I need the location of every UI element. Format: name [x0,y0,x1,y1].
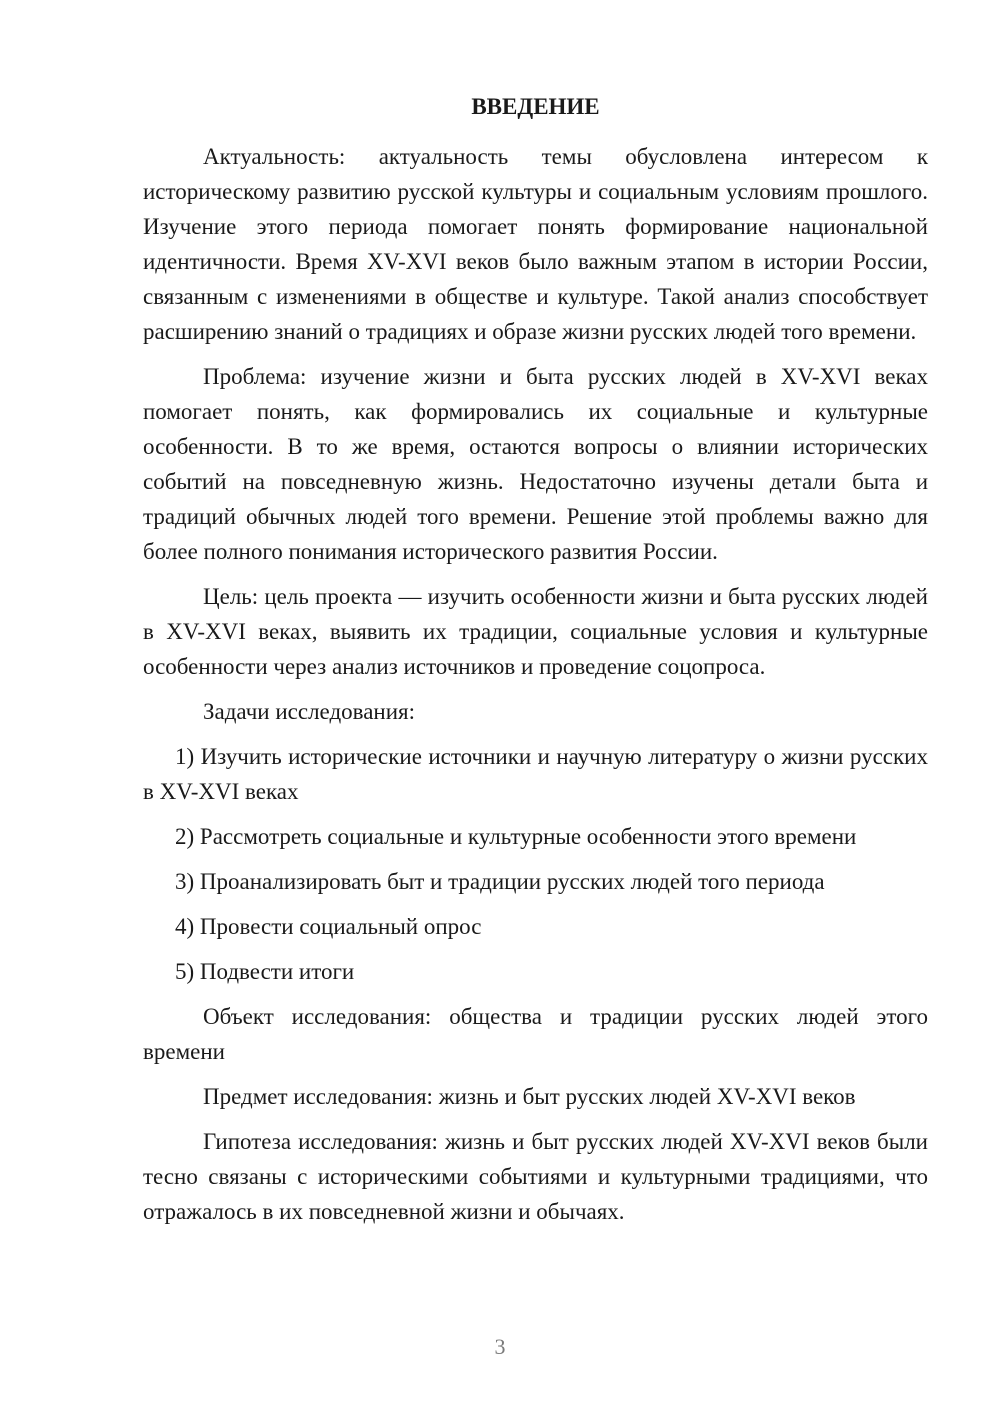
list-item: 3) Проанализировать быт и традиции русских людей того периода [175,869,825,894]
list-item: 1) Изучить исторические источники и научную литературу о жизни русских в XV-XVI веках [143,744,928,804]
tasks-title: Задачи исследования: [203,699,416,724]
list-item: 2) Рассмотреть социальные и культурные особенности этого времени [175,824,857,849]
paragraph-subject: Предмет исследования: жизнь и быт русских людей XV-XVI веков [203,1084,856,1109]
tasks-list [143,739,928,989]
page-number: 3 [494,1334,506,1359]
list-item: 5) Подвести итоги [175,959,355,984]
paragraph-goal: Цель: цель проекта — изучить особенности жизни и быта русских людей в XV-XVI веках, выявить их традиции, социальные условия и культурные особенности через анализ источников и проведение соцопроса. [143,584,928,679]
section-heading: ВВЕДЕНИЕ [471,94,600,119]
list-item: 4) Провести социальный опрос [175,914,482,939]
paragraph-hypothesis: Гипотеза исследования: жизнь и быт русских людей XV-XVI веков были тесно связаны с историческими событиями и культурными традициями, что отражалось в их повседневной жизни и обычаях. [143,1129,928,1224]
paragraph-relevance: Актуальность: актуальность темы обусловлена интересом к историческому развитию русской культуры и социальным условиям прошлого. Изучение этого периода помогает понять формирование национальной идентичности. Время XV-XVI веков было важным этапом в истории России, связанным с изменениями в обществе и культуре. Такой анализ способствует расширению знаний о традициях и образе жизни русских людей того времени. [143,144,928,344]
document-page [143,92,928,1239]
paragraph-problem: Проблема: изучение жизни и быта русских людей в XV-XVI веках помогает понять, как формировались их социальные и культурные особенности. В то же время, остаются вопросы о влиянии исторических событий на повседневную жизнь. Недостаточно изучены детали быта и традиций обычных людей того времени. Решение этой проблемы важно для более полного понимания исторического развития России. [143,364,928,564]
paragraph-object: Объект исследования: общества и традиции русских людей этого времени [143,1004,928,1064]
